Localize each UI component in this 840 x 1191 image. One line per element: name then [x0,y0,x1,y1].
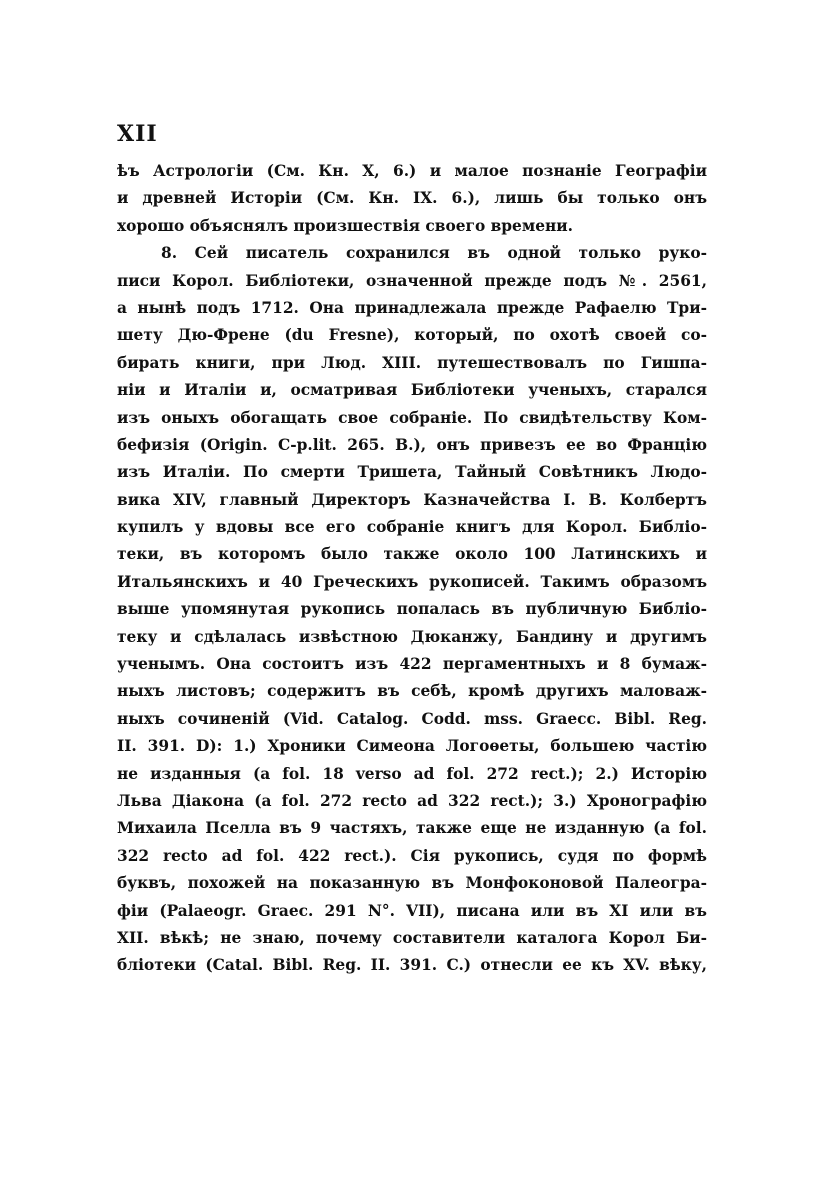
text-line: ныхъ листовъ; содержитъ въ себѣ, кромѣ другихъ маловаж- [117,682,707,701]
page-number: XII [117,121,158,147]
text-line: изъ Италіи. По смерти Тришета, Тайный Совѣтникъ Людо- [117,463,707,482]
text-line: II. 391. D): 1.) Хроники Симеона Логоѳеты, большею частію [117,737,707,756]
text-line: писи Корол. Библіотеки, означенной прежде подъ №. 2561, [117,271,707,290]
text-line: вика XIV, главный Директоръ Казначейства I. B. Колбертъ [117,490,707,509]
text-line: 322 recto ad fol. 422 rect.). Сія рукопись, судя по формѣ [117,846,707,865]
text-line: не изданныя (a fol. 18 verso ad fol. 272 rect.); 2.) Исторію [117,764,707,783]
text-line: бліотеки (Catal. Bibl. Reg. II. 391. C.) отнесли ее къ XV. вѣку, [117,956,707,975]
text-line: ныхъ сочиненій (Vid. Catalog. Codd. mss. Graecc. Bibl. Reg. [117,709,707,728]
text-line: теки, въ которомъ было также около 100 Латинскихъ и [117,545,707,564]
text-line: бирать книги, при Люд. XIII. путешествовалъ по Гишпа- [117,353,707,372]
text-line: бефизія (Origin. C-p.lit. 265. B.), онъ привезъ ее во Францію [117,435,707,454]
text-line: ученымъ. Она состоитъ изъ 422 пергаментныхъ и 8 бумаж- [117,655,707,674]
text-line: ніи и Италіи и, осматривая Библіотеки ученыхъ, старался [117,381,707,400]
text-line: и древней Исторіи (См. Кн. IX. 6.), лишь бы только онъ [117,189,707,208]
text-line: ѣъ Астрологіи (См. Кн. X, 6.) и малое познаніе Географіи [117,162,707,180]
text-line: а нынѣ подъ 1712. Она принадлежала прежде Рафаелю Три- [117,298,707,317]
body-text [117,158,707,980]
text-line: хорошо объяснялъ произшествія своего времени. [117,216,574,235]
text-line: шету Дю-Френе (du Fresne), который, по охотѣ своей со- [117,326,707,345]
text-line: теку и сдѣлалась извѣстною Дюканжу, Бандину и другимъ [117,627,707,646]
paragraph-start-line: 8. Сей писатель сохранился въ одной только руко- [161,244,707,263]
text-line: Итальянскихъ и 40 Греческихъ рукописей. Такимъ образомъ [117,572,707,591]
text-line: Льва Діакона (a fol. 272 recto ad 322 rect.); 3.) Хронографію [117,791,707,810]
text-line: фіи (Palaeogr. Graec. 291 N°. VII), писана или въ XI или въ [117,901,707,920]
text-line: буквъ, похожей на показанную въ Монфоконовой Палеогра- [117,874,707,893]
text-line: выше упомянутая рукопись попалась въ публичную Библіо- [117,600,707,619]
text-line: XII. вѣкѣ; не знаю, почему составители каталога Корол Би- [117,928,707,947]
text-line: купилъ у вдовы все его собраніе книгъ для Корол. Библіо- [117,518,707,537]
text-line: изъ оныхъ обогащать свое собраніе. По свидѣтельству Ком- [117,408,707,427]
text-line: Михаила Пселла въ 9 частяхъ, также еще не изданную (a fol. [117,819,707,838]
